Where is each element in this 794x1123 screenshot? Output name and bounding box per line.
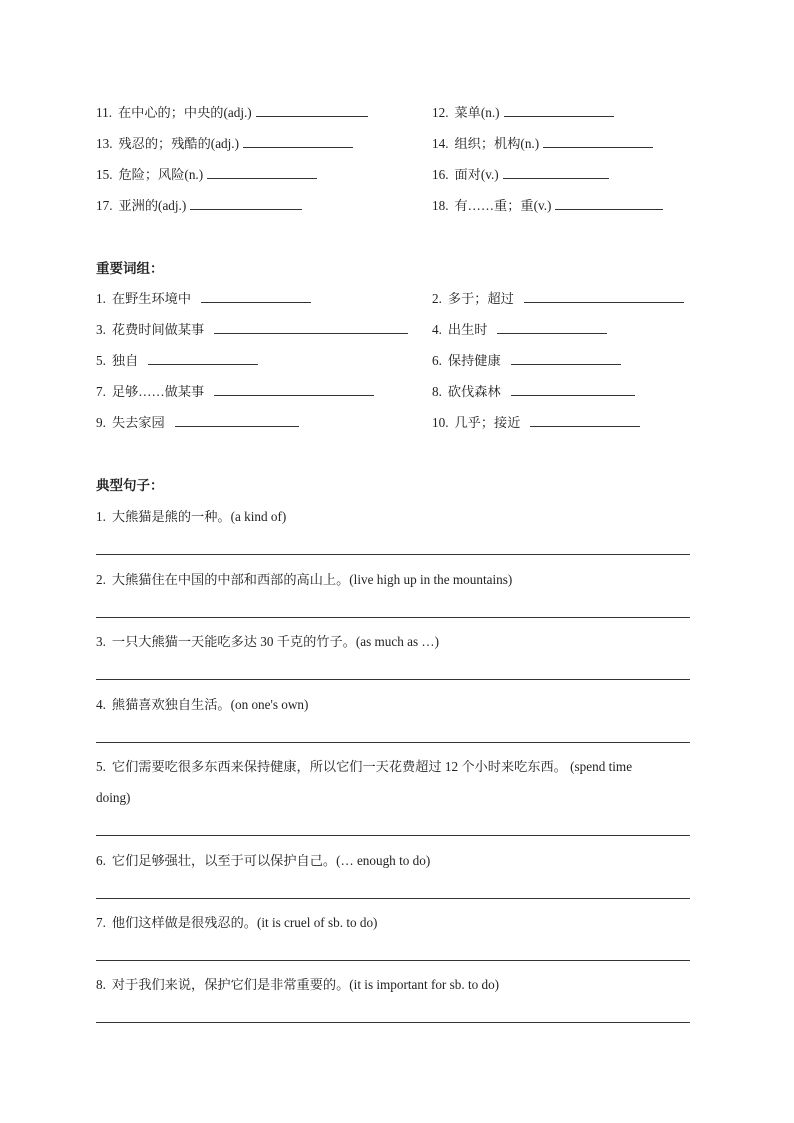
phrase-item: 4. 出生时 (432, 321, 607, 339)
answer-blank[interactable] (201, 290, 311, 303)
answer-line[interactable] (96, 898, 690, 899)
vocab-item: 16. 面对(v.) (432, 166, 609, 184)
phrase-item: 7. 足够……做某事 (96, 383, 374, 401)
phrase-item: 6. 保持健康 (432, 352, 621, 370)
vocab-item: 14. 组织；机构(n.) (432, 135, 653, 153)
phrase-item: 10. 几乎；接近 (432, 414, 640, 432)
phrase-prompt: 独自 (111, 353, 139, 368)
answer-blank[interactable] (214, 321, 408, 334)
sentence-prompt: 1. 大熊猫是熊的一种。(a kind of) (96, 509, 287, 524)
answer-blank[interactable] (511, 352, 621, 365)
answer-blank[interactable] (190, 197, 302, 210)
phrase-prompt: 几乎；接近 (454, 415, 521, 430)
sentence-prompt: 7. 他们这样做是很残忍的。(it is cruel of sb. to do) (96, 915, 378, 930)
answer-blank[interactable] (543, 135, 653, 148)
answer-blank[interactable] (555, 197, 663, 210)
answer-line[interactable] (96, 679, 690, 680)
phrase-prompt: 出生时 (447, 322, 488, 337)
phrase-prompt: 失去家园 (111, 415, 165, 430)
answer-blank[interactable] (530, 414, 640, 427)
sentence-prompt: 3. 一只大熊猫一天能吃多达 30 千克的竹子。(as much as …) (96, 634, 439, 649)
answer-blank[interactable] (148, 352, 258, 365)
vocab-prompt: 面对(v.) (454, 167, 499, 182)
answer-blank[interactable] (503, 166, 609, 179)
vocab-prompt: 在中心的；中央的(adj.) (118, 105, 252, 120)
phrase-item: 8. 砍伐森林 (432, 383, 635, 401)
answer-blank[interactable] (511, 383, 635, 396)
vocab-prompt: 组织；机构(n.) (454, 136, 540, 151)
phrases-heading: 重要词组： (96, 261, 164, 276)
answer-line[interactable] (96, 1022, 690, 1023)
vocab-item: 12. 菜单(n.) (432, 104, 614, 122)
vocab-item: 15. 危险；风险(n.) (96, 166, 317, 184)
answer-blank[interactable] (214, 383, 374, 396)
answer-line[interactable] (96, 617, 690, 618)
answer-blank[interactable] (504, 104, 614, 117)
phrase-prompt: 砍伐森林 (447, 384, 501, 399)
phrase-prompt: 在野生环境中 (111, 291, 192, 306)
phrase-item: 2. 多于；超过 (432, 290, 684, 308)
phrase-item: 9. 失去家园 (96, 414, 299, 432)
sentence-prompt: 8. 对于我们来说，保护它们是非常重要的。(it is important for sb. to do) (96, 977, 500, 992)
answer-blank[interactable] (497, 321, 607, 334)
answer-line[interactable] (96, 554, 690, 555)
sentences-heading: 典型句子： (96, 478, 164, 493)
answer-line[interactable] (96, 742, 690, 743)
answer-blank[interactable] (524, 290, 684, 303)
phrase-prompt: 保持健康 (447, 353, 501, 368)
vocab-prompt: 危险；风险(n.) (118, 167, 204, 182)
phrase-item: 5. 独自 (96, 352, 258, 370)
phrase-item: 3. 花费时间做某事 (96, 321, 408, 339)
answer-line[interactable] (96, 835, 690, 836)
sentence-prompt: 6. 它们足够强壮，以至于可以保护自己。(… enough to do) (96, 853, 431, 868)
phrase-item: 1. 在野生环境中 (96, 290, 311, 308)
sentence-prompt: 4. 熊猫喜欢独自生活。(on one's own) (96, 697, 309, 712)
vocab-prompt: 亚洲的(adj.) (118, 198, 187, 213)
phrase-prompt: 花费时间做某事 (111, 322, 205, 337)
answer-blank[interactable] (175, 414, 299, 427)
sentence-prompt: 2. 大熊猫住在中国的中部和西部的高山上。(live high up in the mountains) (96, 572, 513, 587)
vocab-prompt: 菜单(n.) (454, 105, 500, 120)
vocab-item: 17. 亚洲的(adj.) (96, 197, 302, 215)
answer-line[interactable] (96, 960, 690, 961)
answer-blank[interactable] (207, 166, 317, 179)
answer-blank[interactable] (256, 104, 368, 117)
answer-blank[interactable] (243, 135, 353, 148)
vocab-prompt: 残忍的；残酷的(adj.) (118, 136, 239, 151)
phrase-prompt: 多于；超过 (447, 291, 514, 306)
vocab-item: 11. 在中心的；中央的(adj.) (96, 104, 368, 122)
sentence-prompt-continued: doing) (96, 790, 131, 805)
vocab-prompt: 有……重；重(v.) (454, 198, 552, 213)
vocab-item: 18. 有……重；重(v.) (432, 197, 663, 215)
phrase-prompt: 足够……做某事 (111, 384, 205, 399)
vocab-item: 13. 残忍的；残酷的(adj.) (96, 135, 353, 153)
sentence-prompt: 5. 它们需要吃很多东西来保持健康，所以它们一天花费超过 12 个小时来吃东西。 (spend time (96, 759, 633, 774)
